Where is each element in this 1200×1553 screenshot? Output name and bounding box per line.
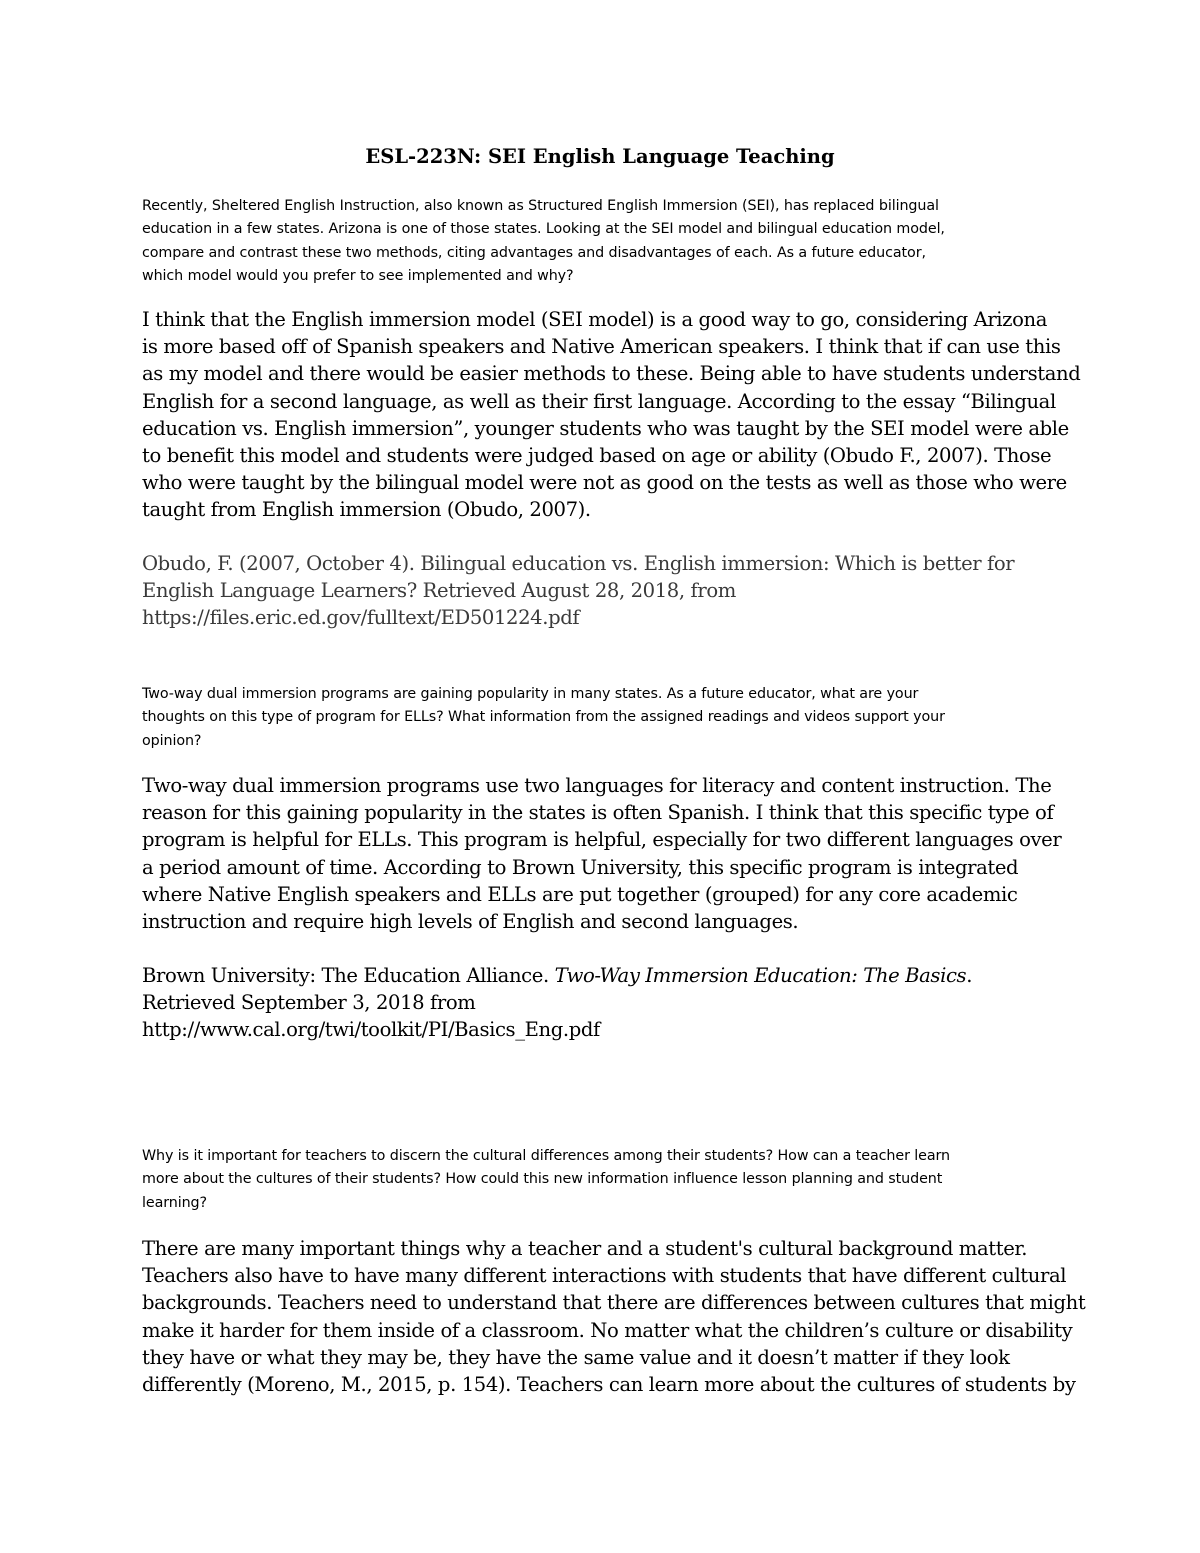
prompt-line: education in a few states. Arizona is one of those states. Looking at the SEI model and bilingual education model, (142, 221, 945, 238)
answer-3 (142, 1235, 1092, 1398)
prompt-line: compare and contrast these two methods, citing advantages and disadvantages of each. As a future educator, (142, 244, 926, 261)
citation-line: Obudo, F. (2007, October 4). Bilingual education vs. English immersion: Which is better for (142, 552, 1015, 575)
answer-1 (142, 306, 1092, 524)
citation-work-title: Two-Way Immersion Education: The Basics (554, 964, 967, 987)
answer-line: instruction and require high levels of English and second languages. (142, 910, 799, 934)
answer-line: they have or what they may be, they have the same value and it doesn’t matter if they look (142, 1345, 1010, 1369)
answer-line: Two-way dual immersion programs use two languages for literacy and content instruction. The (142, 774, 1052, 797)
citation-punct: . (966, 964, 973, 987)
answer-line: reason for this gaining popularity in the states is often Spanish. I think that this specific type of (142, 801, 1054, 825)
question-2-prompt (142, 683, 1082, 753)
prompt-line: thoughts on this type of program for ELLs? What information from the assigned readings and videos support your (142, 709, 945, 726)
answer-line: I think that the English immersion model (SEI model) is a good way to go, considering Arizona (142, 308, 1047, 331)
prompt-line: Why is it important for teachers to discern the cultural differences among their students? How can a teacher learn (142, 1148, 951, 1164)
answer-line: English for a second language, as well as their first language. According to the essay “Bilingual (142, 389, 1056, 413)
answer-line: taught from English immersion (Obudo, 2007). (142, 498, 591, 522)
answer-line: differently (Moreno, M., 2015, p. 154). Teachers can learn more about the cultures of students by (142, 1373, 1076, 1397)
prompt-line: Recently, Sheltered English Instruction, also known as Structured English Immersion (SEI), has replaced bilingual (142, 198, 939, 214)
prompt-line: which model would you prefer to see implemented and why? (142, 267, 574, 284)
prompt-line: more about the cultures of their students? How could this new information influence lesson planning and student (142, 1171, 943, 1188)
prompt-line: Two-way dual immersion programs are gaining popularity in many states. As a future educator, what are your (142, 686, 919, 702)
citation-author: Brown University: The Education Alliance. (142, 964, 555, 987)
document-title: ESL-223N: SEI English Language Teaching (365, 145, 835, 168)
answer-line: is more based off of Spanish speakers and Native American speakers. I think that if can use this (142, 335, 1061, 359)
citation-line (142, 962, 1082, 989)
citation-url: https://files.eric.ed.gov/fulltext/ED501224.pdf (142, 606, 580, 630)
answer-2 (142, 772, 1092, 935)
answer-line: There are many important things why a teacher and a student's cultural background matter. (142, 1237, 1028, 1260)
prompt-line: opinion? (142, 732, 202, 749)
citation-1 (142, 550, 1082, 632)
answer-line: as my model and there would be easier methods to these. Being able to have students understand (142, 362, 1081, 386)
answer-line: a period amount of time. According to Brown University, this specific program is integrated (142, 855, 1019, 879)
answer-line: backgrounds. Teachers need to understand that there are differences between cultures that might (142, 1291, 1086, 1315)
citation-line: English Language Learners? Retrieved August 28, 2018, from (142, 579, 736, 603)
citation-line: Retrieved September 3, 2018 from (142, 991, 476, 1015)
answer-line: to benefit this model and students were judged based on age or ability (Obudo F., 2007). Those (142, 444, 1052, 468)
answer-line: who were taught by the bilingual model were not as good on the tests as well as those who were (142, 471, 1067, 495)
answer-line: education vs. English immersion”, younger students who was taught by the SEI model were able (142, 416, 1069, 440)
citation-url: http://www.cal.org/twi/toolkit/PI/Basics_Eng.pdf (142, 1018, 600, 1042)
question-1-prompt (142, 195, 1082, 288)
answer-line: make it harder for them inside of a classroom. No matter what the children’s culture or disability (142, 1318, 1073, 1342)
answer-line: program is helpful for ELLs. This program is helpful, especially for two different languages over (142, 828, 1062, 852)
prompt-line: learning? (142, 1194, 208, 1211)
citation-2 (142, 962, 1082, 1044)
answer-line: Teachers also have to have many different interactions with students that have different cultural (142, 1264, 1067, 1288)
question-3-prompt (142, 1145, 1082, 1215)
answer-line: where Native English speakers and ELLs are put together (grouped) for any core academic (142, 882, 1018, 906)
